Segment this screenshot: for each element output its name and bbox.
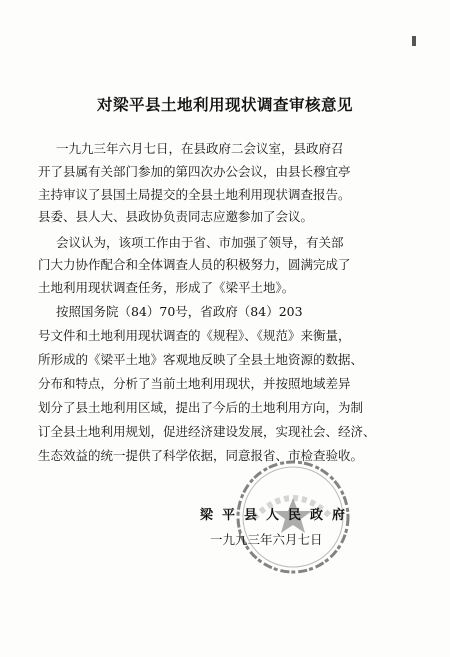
body-line: 开了县属有关部门参加的第四次办公会议，由县长穆宜亭 xyxy=(38,164,351,179)
body-line: 主持审议了县国土局提交的全县土地利用现状调查报告。 xyxy=(38,187,351,202)
body-line: 生态效益的统一提供了科学依据，同意报省、市检查验收。 xyxy=(38,448,364,463)
body-line: 所形成的《梁平土地》客观地反映了全县土地资源的数据、 xyxy=(38,352,364,367)
body-line: 一九九三年六月七日，在县政府二会议室，县政府召 xyxy=(56,141,344,156)
body-line: 县委、县人大、县政协负责同志应邀参加了会议。 xyxy=(38,209,314,224)
body-line: 会议认为，该项工作由于省、市加强了领导，有关部 xyxy=(56,235,344,250)
scan-mark xyxy=(412,36,416,46)
body-line: 号文件和土地利用现状调查的《规程》、《规范》来衡量， xyxy=(38,328,351,343)
body-line: 分布和特点，分析了当前土地利用现状，并按照地域差异 xyxy=(38,376,351,391)
body-line: 订全县土地利用规划，促进经济建设发展，实现社会、经济、 xyxy=(38,424,376,439)
document-title: 对梁平县土地利用现状调查审核意见 xyxy=(96,96,353,114)
signature-organization: 梁平县人民政府 xyxy=(200,508,355,523)
body-line: 门大力协作配合和全体调查人员的积极努力，圆满完成了 xyxy=(38,257,351,272)
body-line: 土地利用现状调查任务，形成了《梁平土地》。 xyxy=(38,280,295,295)
body-line: 按照国务院（84）70号，省政府（84）203 xyxy=(56,304,303,319)
body-line: 划分了县土地利用区域，提出了今后的土地利用方向，为制 xyxy=(38,400,364,415)
signature-date: 一九九三年六月七日 xyxy=(210,532,323,547)
